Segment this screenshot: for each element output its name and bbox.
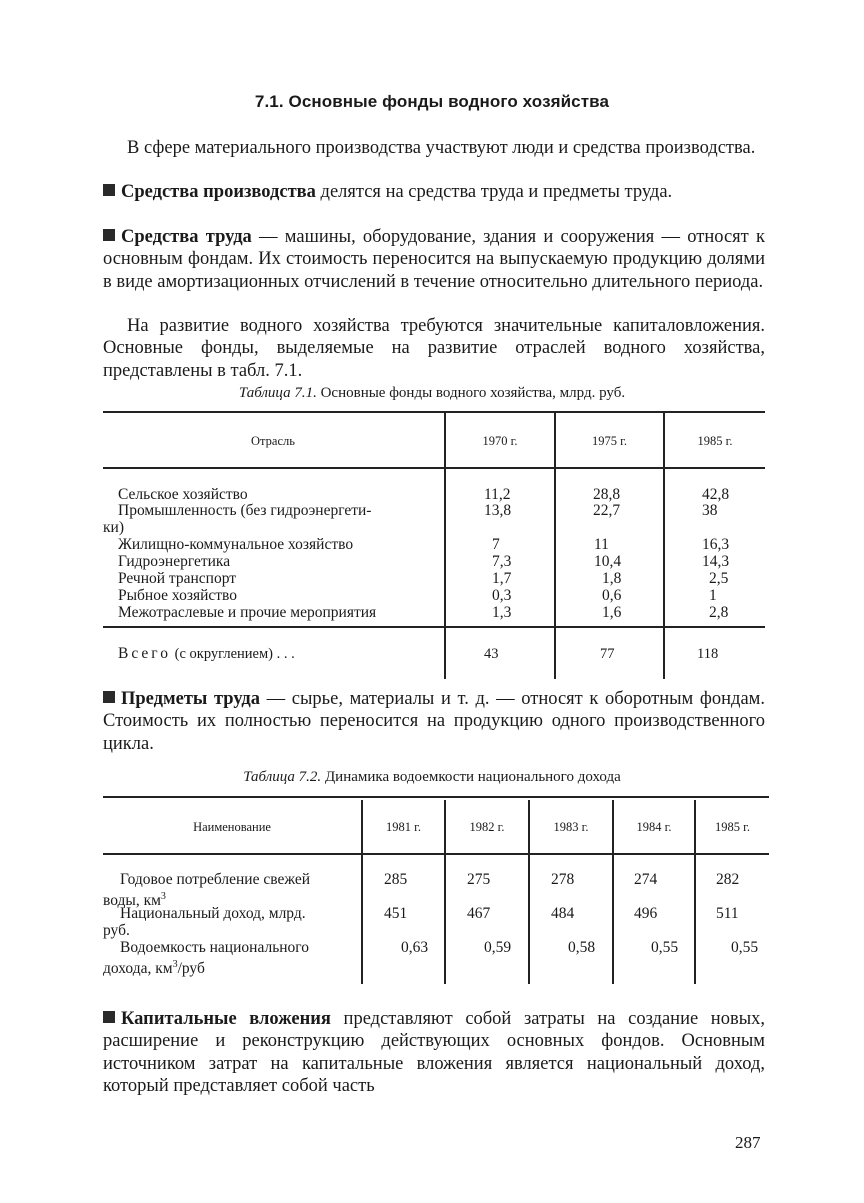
label-text: дохода, км	[103, 960, 173, 978]
table2-header-1984: 1984 г.	[636, 820, 672, 834]
table2-header-rule	[103, 853, 769, 855]
section-heading: 7.1. Основные фонды водного хозяйства	[254, 92, 610, 111]
page-number: 287	[735, 1133, 761, 1152]
table1-total-label-rest: (с округлением) . . .	[171, 646, 295, 662]
table1-cell: 22,7	[593, 502, 621, 519]
table1-cell: 16,3	[702, 536, 730, 553]
table1-cell: 11,2	[484, 486, 511, 503]
superscript: 3	[160, 891, 166, 902]
table2-cell: 0,55	[651, 939, 679, 956]
term-capital-investments: Капитальные вложения	[121, 1009, 331, 1029]
table2-cell: 0,63	[401, 939, 429, 956]
table1-total-label-spaced: Всего	[118, 645, 172, 662]
table2-caption-text: Динамика водоемкости национального дохода	[321, 769, 621, 785]
table2-top-rule	[103, 796, 769, 798]
table2-cell: 0,58	[568, 939, 596, 956]
paragraph-capital-investment-intro: На развитие водного хозяйства требуются значительные капиталовложения. Основные фонды, выделяемые на развитие отраслей водного хозяйства, представлены в табл. 7.1.	[103, 316, 765, 381]
table2-row-label-line1: Национальный доход, млрд.	[120, 905, 306, 922]
bullet-square-icon	[103, 691, 115, 703]
definition-text: — сырье, материалы и т. д. — относят к оборотным фондам. Стоимость их полностью переносится на продукцию одного производственного цикла.	[103, 689, 765, 754]
table1-row-label: Гидроэнергетика	[118, 553, 231, 570]
table2-row-label-line2: руб.	[103, 922, 130, 939]
table1-row-label: Жилищно-коммунальное хозяйство	[118, 536, 354, 553]
definition-text: представляют собой затраты на создание новых, расширение и реконструкцию действующих основных фондов. Основным источником затрат на капитальные вложения является национальный доход, который представляет собой часть	[103, 1009, 765, 1097]
definition-text: делятся на средства труда и предметы труда.	[315, 182, 673, 202]
table2-cell: 282	[716, 871, 740, 888]
table2-row-label-line1: Годовое потребление свежей	[120, 871, 311, 888]
table1-caption-text: Основные фонды водного хозяйства, млрд. руб.	[316, 385, 626, 401]
table2-caption	[0, 769, 864, 786]
table2-row-label-line1: Водоемкость национального	[120, 939, 310, 956]
table1-cell: 42,8	[702, 486, 730, 503]
superscript: 3	[172, 959, 178, 970]
table2-row-label	[103, 905, 351, 939]
table1-cell: 1,8	[602, 570, 622, 587]
table2-cell: 274	[634, 871, 658, 888]
table1-cell: 7	[492, 536, 500, 553]
table2-cell: 467	[467, 905, 491, 922]
table1-cell: 11	[594, 536, 609, 553]
table1-cell: 1,6	[602, 604, 622, 621]
label-text: /руб	[177, 960, 205, 978]
table1-cell: 13,8	[484, 502, 512, 519]
table1-cell: 14,3	[702, 553, 730, 570]
table1-cell: 28,8	[593, 486, 621, 503]
table2-cell: 484	[551, 905, 575, 922]
table2-row-label-line2	[103, 956, 351, 977]
definition-text: — машины, оборудование, здания и сооружения — относят к основным фондам. Их стоимость переносится на выпускаемую продукцию долями в виде амортизационных отчислений в течение относительно длительного периода.	[103, 227, 765, 292]
table1-col-divider	[554, 413, 556, 679]
table1-row-label-continued: ки)	[103, 519, 124, 536]
table1-row-label: Межотраслевые и прочие мероприятия	[118, 604, 377, 621]
table2-cell: 511	[716, 905, 739, 922]
table1-cell: 2,5	[709, 570, 729, 587]
table1-header-rule	[103, 467, 765, 469]
table1-total-label	[118, 646, 295, 662]
table1-header-1970: 1970 г.	[482, 434, 518, 448]
table2-cell: 451	[384, 905, 408, 922]
table2-header-1983: 1983 г.	[553, 820, 589, 834]
paragraph-means-of-production	[103, 181, 765, 203]
table1-row-label: Рыбное хозяйство	[118, 587, 237, 604]
table1-cell: 10,4	[594, 553, 622, 570]
paragraph-means-of-labor	[103, 226, 765, 293]
table1-total-cell: 77	[600, 646, 615, 662]
table1-col-divider	[663, 413, 665, 679]
bullet-square-icon	[103, 1011, 115, 1023]
table1-header-branch: Отрасль	[251, 434, 295, 448]
table1-cell: 38	[702, 502, 718, 519]
table2-header-1982: 1982 г.	[469, 820, 505, 834]
table2-row-label	[103, 871, 351, 909]
table2-cell: 278	[551, 871, 575, 888]
bullet-square-icon	[103, 229, 115, 241]
table1-total-rule	[103, 626, 765, 628]
table1-cell: 1	[709, 587, 717, 604]
table1-top-rule	[103, 411, 765, 413]
table1-cell: 0,3	[492, 587, 512, 604]
table2-caption-label: Таблица 7.2.	[243, 769, 322, 785]
table2-cell: 0,59	[484, 939, 512, 956]
table2-cell: 275	[467, 871, 491, 888]
table1-col-divider	[444, 413, 446, 679]
paragraph-objects-of-labor	[103, 688, 765, 755]
table2-cell: 0,55	[731, 939, 759, 956]
table2-header-name: Наименование	[193, 820, 271, 834]
table1-cell: 1,7	[492, 570, 512, 587]
table2-header-1985: 1985 г.	[715, 820, 750, 834]
table2-header-1981: 1981 г.	[386, 820, 421, 834]
table1-cell: 7,3	[492, 553, 512, 570]
term-means-of-labor: Средства труда	[121, 227, 252, 247]
label-text: воды, км	[103, 892, 161, 910]
table1-total-cell: 43	[484, 646, 499, 662]
term-objects-of-labor: Предметы труда	[121, 689, 261, 709]
table1-row-label: Промышленность (без гидроэнергети-	[118, 502, 372, 519]
table2-row-label	[103, 939, 351, 977]
paragraph-capital-investments	[103, 1008, 765, 1098]
table1-header-1975: 1975 г.	[592, 434, 627, 448]
table1-row-label: Сельское хозяйство	[118, 486, 248, 503]
table1-caption-label: Таблица 7.1.	[238, 385, 317, 401]
table1-cell: 2,8	[709, 604, 729, 621]
table1-total-cell: 118	[697, 646, 719, 662]
table2-cell: 285	[384, 871, 408, 888]
table1-caption	[0, 385, 864, 402]
term-means-of-production: Средства производства	[121, 182, 316, 202]
table2-cell: 496	[634, 905, 658, 922]
table1-header-1985: 1985 г.	[697, 434, 733, 448]
paragraph-intro: В сфере материального производства участвуют люди и средства производства.	[127, 138, 756, 158]
table1-cell: 1,3	[492, 604, 512, 621]
bullet-square-icon	[103, 184, 115, 196]
table1-cell: 0,6	[602, 587, 622, 604]
table1-row-label: Речной транспорт	[118, 570, 237, 587]
